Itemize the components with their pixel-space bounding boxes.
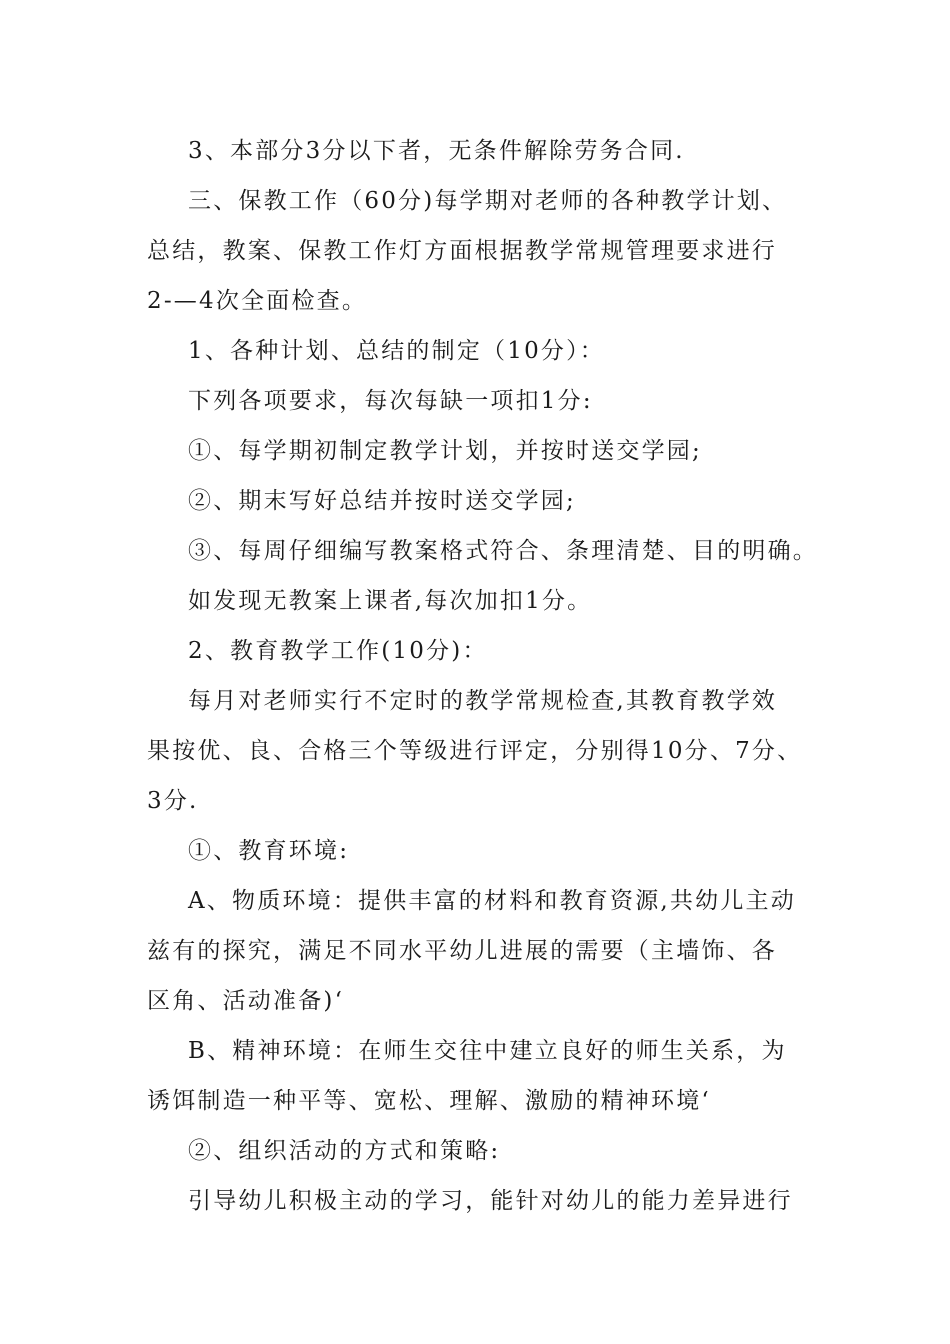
paragraph-line: 2、教育教学工作(10分)： <box>188 638 488 664</box>
paragraph-line: ②、期末写好总结并按时送交学园; <box>188 488 576 514</box>
paragraph-line: ①、每学期初制定教学计划，并按时送交学园; <box>188 438 702 464</box>
paragraph-line: ①、教育环境: <box>188 838 350 864</box>
paragraph-line: 三、保教工作（60分)每学期对老师的各种教学计划、 <box>188 188 788 214</box>
paragraph-line: 区角、活动准备)‘ <box>147 988 345 1014</box>
paragraph-line: B、精神环境：在师生交往中建立良好的师生关系，为 <box>188 1038 787 1064</box>
paragraph-line: 2-—4次全面检查。 <box>147 288 368 314</box>
paragraph-line: 每月对老师实行不定时的教学常规检查,其教育教学效 <box>188 688 778 714</box>
paragraph-line: 1、各种计划、总结的制定（10分）： <box>188 338 605 364</box>
paragraph-line: ②、组织活动的方式和策略: <box>188 1138 501 1164</box>
paragraph-line: 引导幼儿积极主动的学习，能针对幼儿的能力差异进行 <box>188 1188 793 1214</box>
paragraph-line: 果按优、良、合格三个等级进行评定，分别得10分、7分、 <box>147 738 803 764</box>
paragraph-line: 3、本部分3分以下者，无条件解除劳务合同. <box>188 138 685 164</box>
paragraph-line: ③、每周仔细编写教案格式符合、条理清楚、目的明确。 <box>188 538 818 564</box>
paragraph-line: A、物质环境：提供丰富的材料和教育资源,共幼儿主动 <box>188 888 796 914</box>
paragraph-line: 下列各项要求，每次每缺一项扣1分: <box>188 388 593 414</box>
paragraph-line: 总结，教案、保教工作灯方面根据教学常规管理要求进行 <box>147 238 777 264</box>
paragraph-line: 3分. <box>147 788 199 814</box>
paragraph-line: 如发现无教案上课者,每次加扣1分。 <box>188 588 593 614</box>
paragraph-line: 兹有的探究，满足不同水平幼儿进展的需要（主墙饰、各 <box>147 938 777 964</box>
paragraph-line: 诱饵制造一种平等、宽松、理解、激励的精神环境‘ <box>147 1088 711 1114</box>
